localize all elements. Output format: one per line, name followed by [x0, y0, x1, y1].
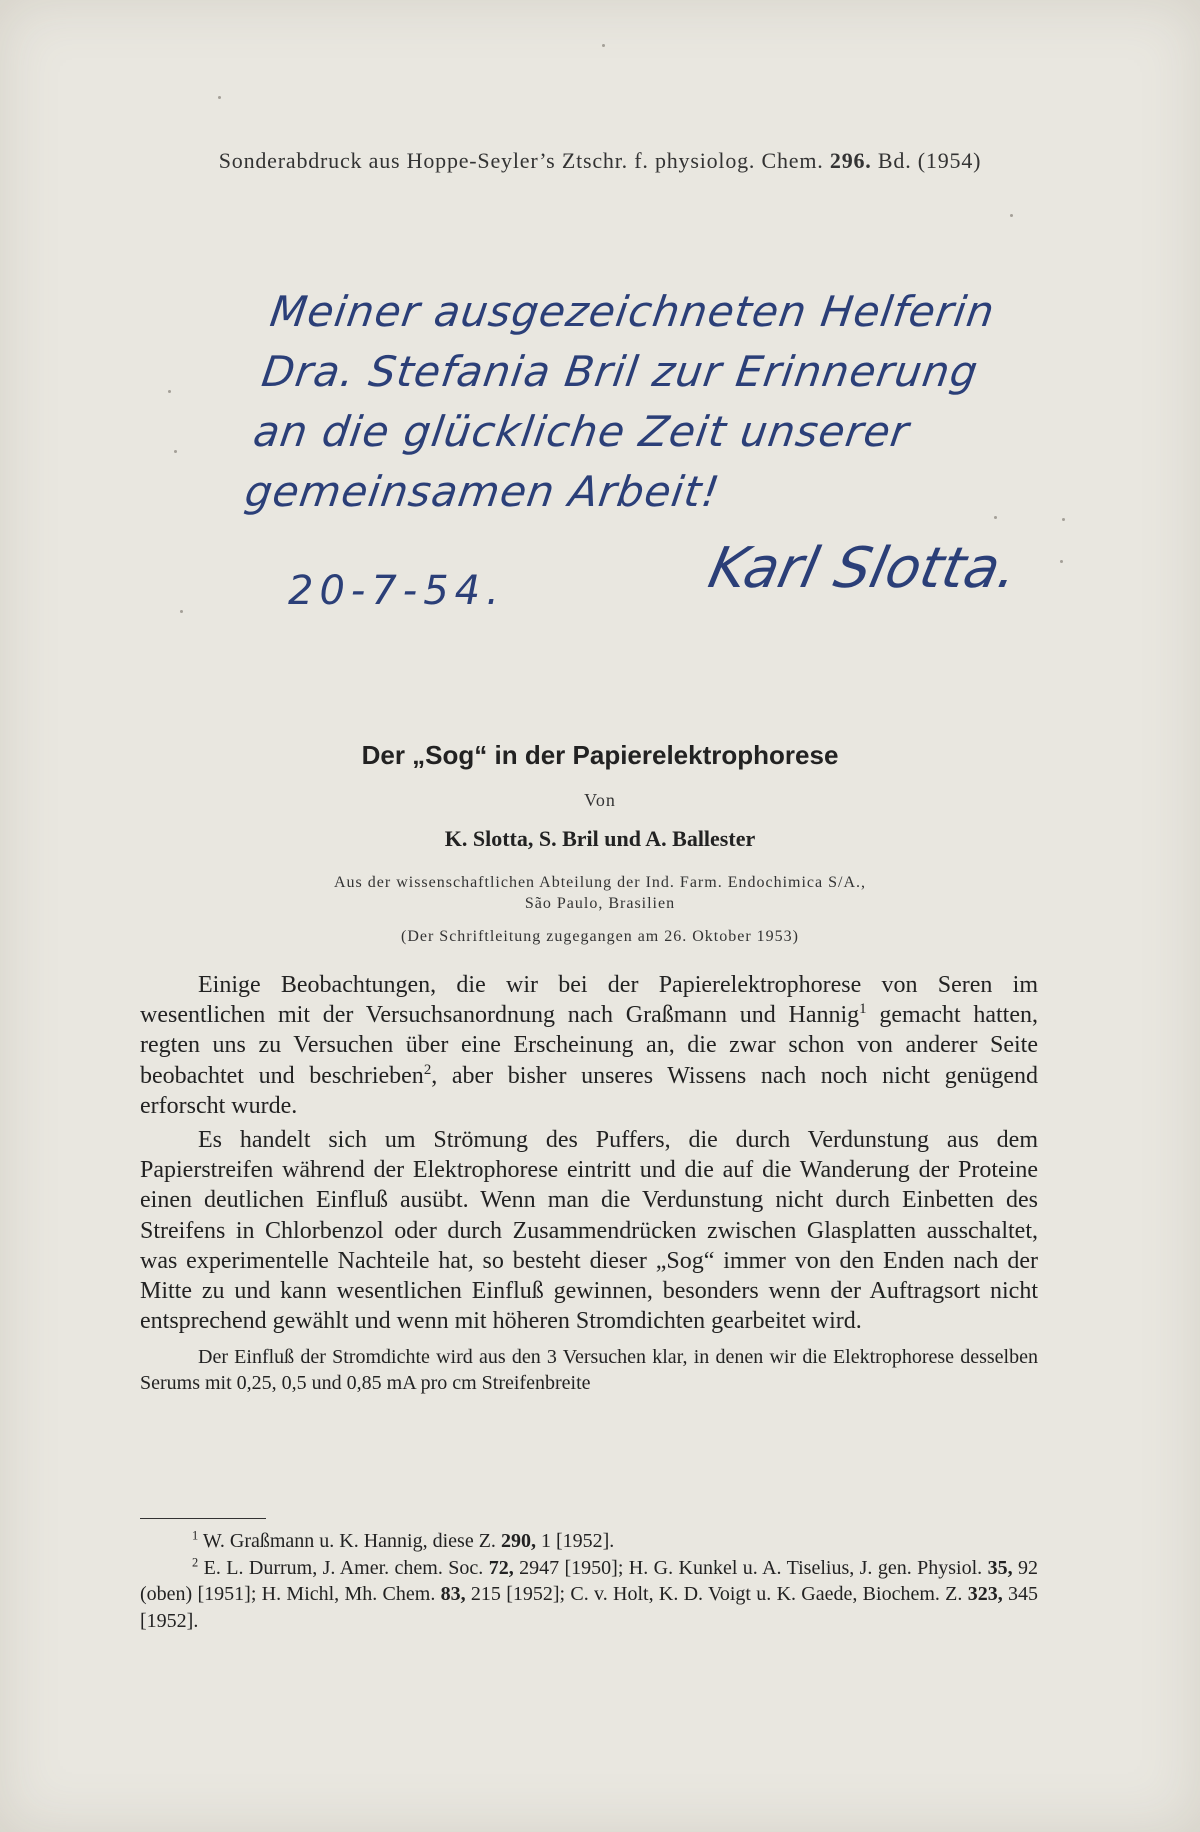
footnote-ref: 1	[859, 1001, 867, 1018]
footnote-ref: 2	[423, 1061, 432, 1078]
text-run: 345 [1952].	[140, 1583, 1038, 1632]
paragraph	[140, 970, 1038, 1121]
paragraph: Der Einfluß der Stromdichte wird aus den 3 Versuchen klar, in denen wir die Elektrophorese desselben Serums mit 0,25, 0,5 und 0,85 mA pro cm Streifenbreite	[140, 1346, 1038, 1395]
text-run: 1 [1952].	[535, 1530, 615, 1552]
text-run: 215 [1952]; C. v. Holt, K. D. Voigt u. K. Gaede, Biochem. Z.	[465, 1583, 968, 1605]
dedication-line: Meiner ausgezeichneten Helferin	[267, 287, 999, 336]
footnote-mark: 2	[192, 1554, 199, 1569]
offprint-header	[0, 148, 1200, 174]
affiliation-line: São Paulo, Brasilien	[524, 895, 676, 912]
text-run: 2947 [1950]; H. G. Kunkel u. A. Tiselius, J. gen. Physiol.	[513, 1556, 988, 1579]
footnote-mark: 1	[192, 1528, 199, 1543]
dedication-line: Dra. Stefania Bril zur Erinnerung	[258, 347, 982, 396]
handwritten-signature: Karl Slotta.	[703, 536, 1024, 601]
text-run: Einige Beobachtungen, die wir bei der Papierelektrophorese von Seren im wesentlichen mit der Versuchsanordnung nach Graßmann und Hannig	[140, 972, 1038, 1029]
affiliation-line: Aus der wissenschaftlichen Abteilung der Ind. Farm. Endochimica S/A.,	[333, 874, 866, 891]
volume-number: 290,	[500, 1530, 536, 1552]
volume-number: 323,	[967, 1583, 1003, 1605]
footnote	[140, 1555, 1038, 1635]
footnote-divider	[140, 1518, 266, 1519]
article-authors: K. Slotta, S. Bril und A. Ballester	[444, 826, 756, 851]
text-run: 92 (oben) [1951]; H. Michl, Mh. Chem.	[140, 1556, 1038, 1605]
received-note: (Der Schriftleitung zugegangen am 26. Oktober 1953)	[400, 928, 799, 945]
header-volume: 296.	[829, 148, 872, 173]
text-run: , aber bisher unseres Wissens nach noch nicht genügend erforscht wurde.	[140, 1062, 1038, 1119]
header-prefix: Sonderabdruck aus Hoppe-Seyler’s Ztschr. f. physiolog. Chem.	[218, 148, 824, 173]
text-run: W. Graßmann u. K. Hannig, diese Z.	[198, 1530, 501, 1552]
volume-number: 83,	[440, 1583, 466, 1605]
text-run: gemacht hatten, regten uns zu Versuchen über eine Erscheinung an, die zwar schon von anderer Seite beobachtet und beschrieben	[140, 1002, 1039, 1089]
footnote	[140, 1528, 1038, 1555]
handwritten-date: 20-7-54.	[288, 568, 505, 614]
byline-von: Von	[584, 790, 616, 810]
volume-number: 35,	[987, 1556, 1013, 1579]
affiliation	[0, 872, 1200, 914]
text-run: E. L. Durrum, J. Amer. chem. Soc.	[198, 1556, 489, 1579]
dedication-line: an die glückliche Zeit unserer	[250, 407, 913, 456]
article-title: Der „Sog“ in der Papierelektrophorese	[361, 740, 839, 770]
paragraph: Es handelt sich um Strömung des Puffers, die durch Verdunstung aus dem Papierstreifen während der Elektrophorese eintritt und die auf die Wanderung der Proteine einen deutlichen Einfluß ausübt. Wenn man die Verdunstung nicht durch Einbetten des Streifens in Chlorbenzol oder durch Zusammendrücken zwischen Glasplatten ausschaltet, was experimentelle Nachteile hat, so besteht dieser „Sog“ immer von den Enden nach der Mitte zu und kann wesentlichen Einfluß gewinnen, besonders wenn der Auftragsort nicht entsprechend gewählt und wenn mit höheren Stromdichten gearbeitet wird.	[140, 1127, 1038, 1335]
footnotes	[140, 1528, 1038, 1634]
dedication-line: gemeinsamen Arbeit!	[241, 467, 724, 516]
header-suffix: Bd. (1954)	[877, 148, 982, 173]
article-body	[140, 970, 1038, 1396]
volume-number: 72,	[488, 1556, 514, 1579]
handwritten-dedication	[241, 282, 1095, 522]
